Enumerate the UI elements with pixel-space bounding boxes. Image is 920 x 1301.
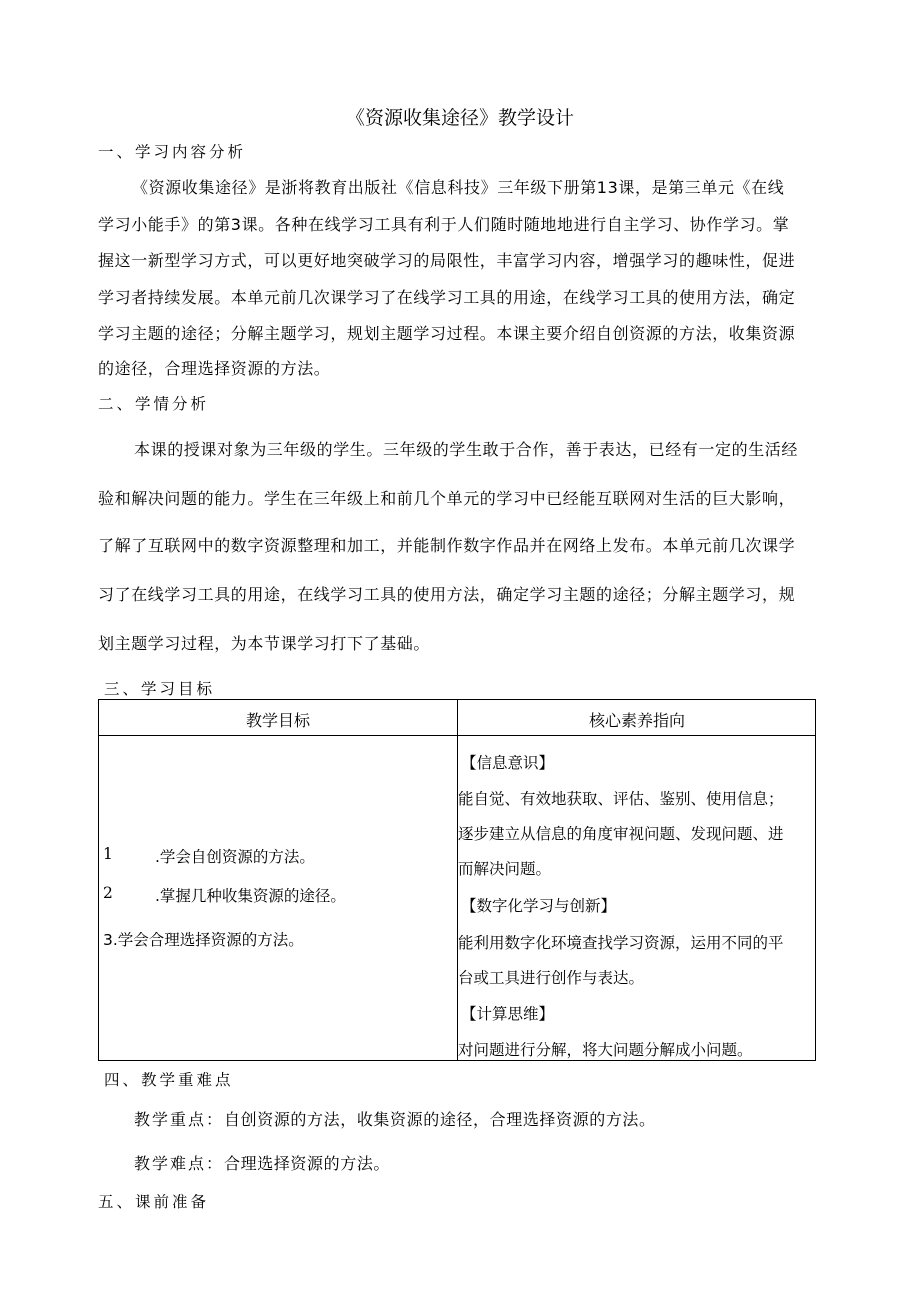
literacy-text: 台或工具进行创作与表达。: [458, 969, 645, 987]
section-heading-learner-analysis: 二、学情分析: [98, 395, 210, 413]
table-header-divider: [99, 735, 815, 736]
section-heading-key-difficult-points: 四、教学重难点: [104, 1071, 234, 1089]
goal-text: 3.学会合理选择资源的方法。: [103, 931, 304, 949]
paragraph-line: 握这一新型学习方式，可以更好地突破学习的局限性，丰富学习内容，增强学习的趣味性，促进: [98, 251, 796, 270]
paragraph-line: 的途径，合理选择资源的方法。: [98, 359, 331, 378]
goals-table: [98, 699, 816, 1061]
difficulty-label: 教学难点：: [134, 1154, 225, 1173]
literacy-tag: 【信息意识】: [461, 754, 555, 772]
key-point-label: 教学重点：: [134, 1110, 225, 1129]
goal-number: 1: [103, 845, 113, 863]
goal-text: .掌握几种收集资源的途径。: [155, 887, 346, 905]
paragraph-line: 学习者持续发展。本单元前几次课学习了在线学习工具的用途，在线学习工具的使用方法，确定: [98, 288, 796, 307]
key-point-text: 自创资源的方法，收集资源的途径，合理选择资源的方法。: [224, 1110, 656, 1129]
section-heading-preparation: 五、课前准备: [98, 1193, 210, 1211]
section-heading-content-analysis: 一、学习内容分析: [98, 143, 247, 161]
literacy-text: 而解决问题。: [458, 860, 552, 878]
paragraph-line: 验和解决问题的能力。学生在三年级上和前几个单元的学习中已经能互联网对生活的巨大影响，: [98, 489, 796, 508]
goal-text: .学会自创资源的方法。: [155, 848, 315, 866]
table-header-goals: 教学目标: [245, 711, 310, 730]
literacy-tag: 【数字化学习与创新】: [461, 897, 617, 915]
difficulty-text: 合理选择资源的方法。: [224, 1154, 391, 1173]
paragraph-line: 了解了互联网中的数字资源整理和加工，并能制作数字作品并在网络上发布。本单元前几次课学: [98, 536, 796, 555]
paragraph-line: 习了在线学习工具的用途，在线学习工具的使用方法，确定学习主题的途径；分解主题学习，规: [98, 585, 796, 604]
paragraph-line: 学习主题的途径；分解主题学习，规划主题学习过程。本课主要介绍自创资源的方法，收集资源: [98, 324, 796, 343]
literacy-text: 逐步建立从信息的角度审视问题、发现问题、进: [458, 825, 784, 843]
table-header-literacy: 核心素养指向: [588, 711, 685, 730]
paragraph-line: 学习小能手》的第3课。各种在线学习工具有利于人们随时随地地进行自主学习、协作学习。掌: [98, 215, 790, 234]
paragraph-line: 《资源收集途径》是浙将教育出版社《信息科技》三年级下册第13课，是第三单元《在线: [132, 178, 785, 197]
paragraph-line: 划主题学习过程，为本节课学习打下了基础。: [98, 634, 431, 653]
key-point-row: [134, 1107, 656, 1130]
literacy-text: 对问题进行分解，将大问题分解成小问题。: [458, 1041, 753, 1059]
document-title: 《资源收集途径》教学设计: [345, 107, 574, 129]
section-heading-learning-goals: 三、学习目标: [104, 680, 216, 698]
table-column-divider: [457, 700, 458, 1060]
paragraph-line: 本课的授课对象为三年级的学生。三年级的学生敢于合作，善于表达，已经有一定的生活经: [134, 440, 799, 459]
literacy-text: 能利用数字化环境查找学习资源，运用不同的平: [458, 934, 784, 952]
goal-number: 2: [103, 884, 113, 902]
literacy-tag: 【计算思维】: [461, 1005, 555, 1023]
difficulty-row: [134, 1151, 390, 1174]
literacy-text: 能自觉、有效地获取、评估、鉴别、使用信息；: [458, 790, 784, 808]
